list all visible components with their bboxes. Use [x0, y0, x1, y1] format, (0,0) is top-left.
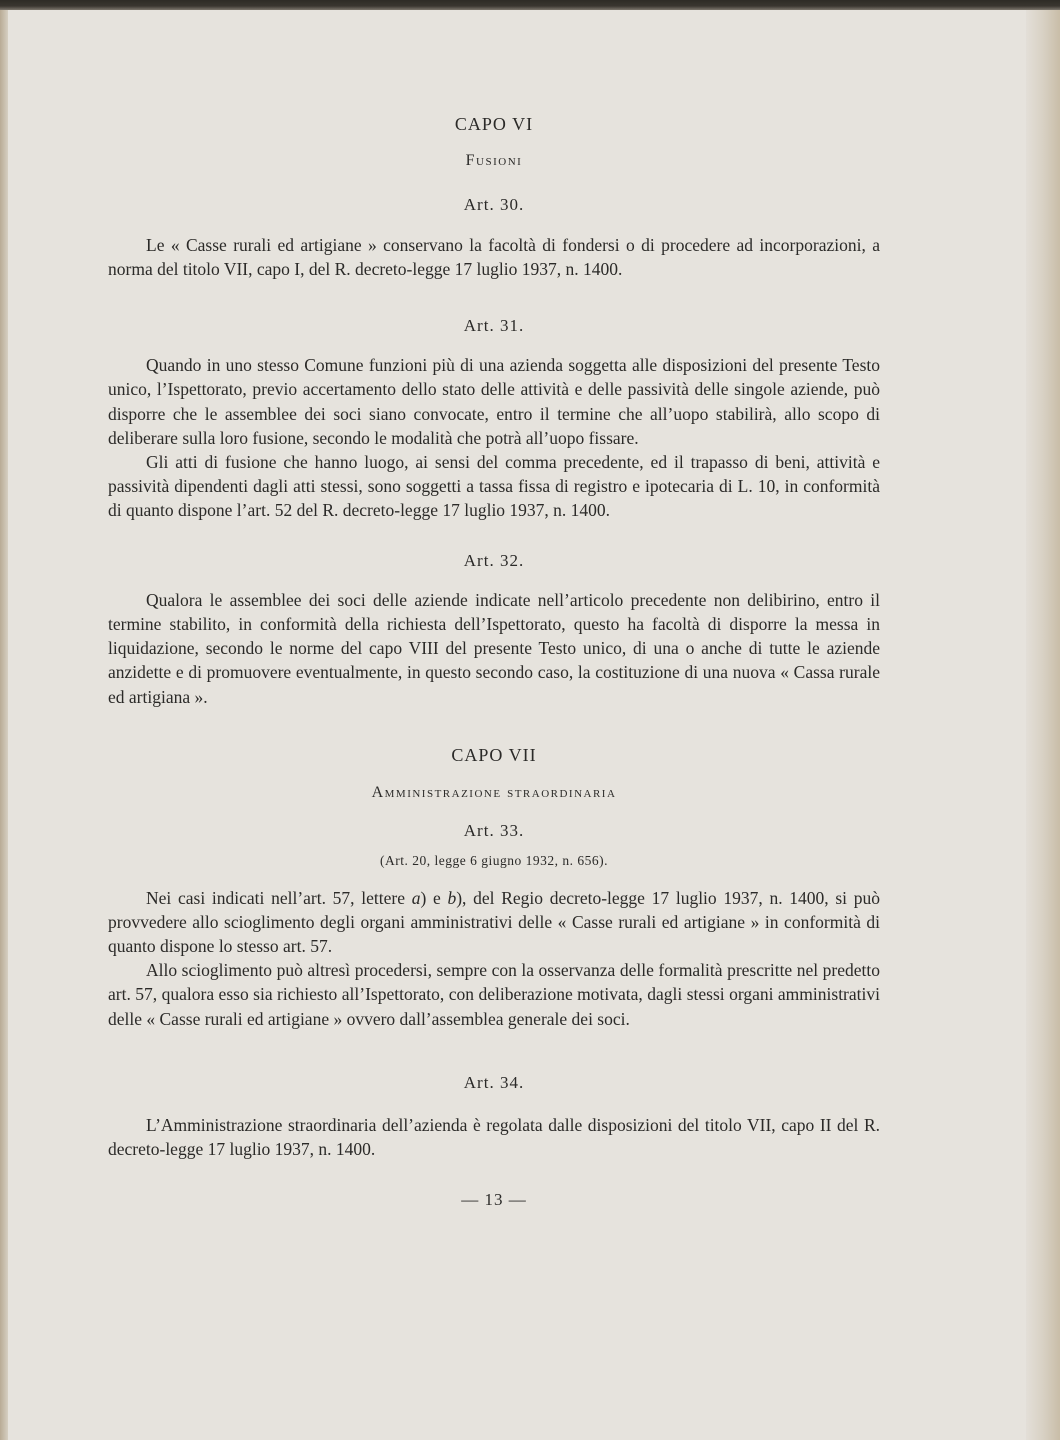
article-33-paragraph-2: Allo scioglimento può altresì procedersi, sempre con la osservanza delle formalità prescritte nel predetto art. 57, qualora esso sia richiesto all’Ispettorato, con deliberazione motivata, dagli stessi organi amministrativi delle « Casse rurali ed artigiane » ovvero dall’assemblea generale dei soci.	[108, 960, 880, 1029]
letter-a: a	[411, 887, 421, 908]
article-31-paragraph-1: Quando in uno stesso Comune funzioni più di una azienda soggetta alle disposizioni del presente Testo unico, l’Ispettorato, previo accertamento dello stato delle attività e delle passività delle singole aziende, può disporre che le assemblee dei soci siano convocate, entro il termine che all’uopo stabilirà, allo scopo di deliberare sulla loro fusione, secondo le modalità che potrà all’uopo fissare.	[108, 355, 880, 448]
page-left-edge	[0, 10, 8, 1440]
article-31-body	[108, 353, 880, 522]
page-right-edge	[1026, 10, 1060, 1440]
article-34-body	[108, 1113, 880, 1161]
article-33-p1-text-c: ), del Regio decreto-legge 17 luglio 1937, n. 1400, si può provvedere allo scioglimento degli organi amministrativi delle « Casse rurali ed artigiane » in conformità di quanto dispone lo stesso art. 57.	[108, 887, 880, 957]
article-33-body	[108, 886, 880, 1031]
page-content	[108, 112, 880, 1212]
article-31-heading: Art. 31.	[463, 316, 525, 336]
chapter-vi-subtitle: Fusioni	[465, 152, 523, 170]
article-33-p1-text-a: Nei casi indicati nell’art. 57, lettere	[146, 887, 412, 908]
article-30-heading: Art. 30.	[463, 195, 525, 215]
article-33-reference: (Art. 20, legge 6 giugno 1932, n. 656).	[380, 853, 608, 869]
article-34-heading: Art. 34.	[463, 1072, 525, 1092]
chapter-vi-title: CAPO VI	[454, 114, 534, 134]
article-31-paragraph-2: Gli atti di fusione che hanno luogo, ai sensi del comma precedente, ed il trapasso di beni, attività e passività dipendenti dagli atti stessi, sono soggetti a tassa fissa di registro e ipotecaria di L. 10, in conformità di quanto dispone l’art. 52 del R. decreto-legge 17 luglio 1937, n. 1400.	[108, 452, 880, 521]
article-33-heading: Art. 33.	[463, 821, 525, 841]
article-34-paragraph-1: L’Amministrazione straordinaria dell’azienda è regolata dalle disposizioni del titolo VII, capo II del R. decreto-legge 17 luglio 1937, n. 1400.	[108, 1115, 880, 1160]
article-32-paragraph-1: Qualora le assemblee dei soci delle aziende indicate nell’articolo precedente non delibirino, entro il termine stabilito, in conformità della richiesta dell’Ispettorato, questo ha facoltà di disporre la messa in liquidazione, secondo le norme del capo VIII del presente Testo unico, di una o anche di tutte le aziende anzidette e di promuovere eventualmente, in questo secondo caso, la costituzione di una nuova « Cassa rurale ed artigiana ».	[108, 589, 880, 707]
letter-b: b	[447, 887, 457, 908]
page-number: — 13 —	[461, 1189, 527, 1209]
article-32-heading: Art. 32.	[463, 550, 525, 570]
page-top-shadow	[0, 0, 1060, 10]
article-33-p1-text-b: ) e	[420, 887, 448, 908]
article-32-body	[108, 588, 880, 709]
article-30-paragraph-1: Le « Casse rurali ed artigiane » conservano la facoltà di fondersi o di procedere ad incorporazioni, a norma del titolo VII, capo I, del R. decreto-legge 17 luglio 1937, n. 1400.	[108, 234, 880, 279]
article-33-paragraph-1	[108, 886, 880, 959]
chapter-vii-subtitle: Amministrazione straordinaria	[371, 784, 617, 802]
chapter-vii-title: CAPO VII	[451, 744, 537, 765]
article-30-body	[108, 233, 880, 281]
